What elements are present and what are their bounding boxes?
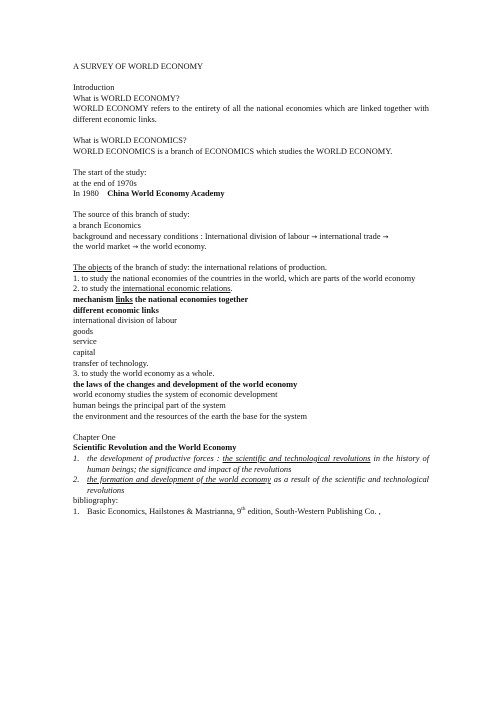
- arrow-right-icon: →: [132, 243, 139, 252]
- arrow-right-icon: →: [311, 232, 318, 241]
- objects-heading: The objects of the branch of study: the international relations of production.: [73, 263, 327, 273]
- objects-item-2: 2. to study the international economic relations.: [73, 284, 233, 294]
- system-line: world economy studies the system of economic development: [73, 390, 278, 400]
- list-item: transfer of technology.: [73, 358, 149, 368]
- start-line-1: at the end of 1970s: [73, 178, 137, 188]
- source-heading: The source of this branch of study:: [73, 210, 190, 220]
- list-item: service: [73, 337, 97, 347]
- environment-line: the environment and the resources of the earth the base for the system: [73, 411, 307, 421]
- question-world-economics: What is WORLD ECONOMICS?: [73, 136, 187, 146]
- chapter-label: Chapter One: [73, 432, 116, 442]
- question-world-economy: What is WORLD ECONOMY?: [73, 93, 180, 103]
- list-item: capital: [73, 348, 96, 358]
- bibliography-entry-1: 1. Basic Economics, Hailstones & Mastrianna, 9th edition, South-Western Publishing Co. ,: [73, 506, 381, 516]
- academy-name: China World Economy Academy: [107, 189, 225, 199]
- human-line: human beings the principal part of the system: [73, 401, 226, 410]
- answer-world-economics: WORLD ECONOMICS is a branch of ECONOMICS which studies the WORLD ECONOMY.: [73, 146, 393, 156]
- bibliography-heading: bibliography:: [73, 496, 119, 506]
- source-line-1: a branch Economics: [73, 220, 141, 230]
- source-background-line-1: background and necessary conditions : International division of labour → international trade →: [73, 231, 389, 241]
- chapter-item-2: 2. the formation and development of the world economy as a result of the scientific and technological revolutions: [73, 475, 429, 495]
- mechanism-line: mechanism links the national economies together: [73, 295, 249, 305]
- start-year: In 1980: [73, 189, 99, 199]
- objects-item-1: 1. to study the national economies of the countries in the world, which are parts of the world economy: [73, 273, 416, 283]
- chapter-item-1: 1. the development of productive forces : the scientific and technological revolutions in the history of human beings; the significance and impact of the revolutions: [73, 453, 430, 474]
- start-line-2: [73, 189, 429, 200]
- arrow-right-icon: →: [382, 232, 389, 241]
- list-item: goods: [73, 326, 94, 336]
- source-background-line-2: the world market → the world economy.: [73, 242, 207, 252]
- document-body: [73, 62, 429, 518]
- chapter-title: Scientific Revolution and the World Economy: [73, 443, 237, 453]
- objects-heading-underlined: The objects: [73, 263, 112, 273]
- intro-heading: Introduction: [73, 83, 115, 93]
- links-heading: different economic links: [73, 305, 159, 315]
- laws-line: the laws of the changes and development of the world economy: [73, 379, 298, 389]
- objects-item-3: 3. to study the world economy as a whole.: [73, 369, 215, 379]
- list-item: international division of labour: [73, 316, 177, 326]
- start-heading: The start of the study:: [73, 167, 147, 177]
- answer-world-economy: WORLD ECONOMY refers to the entirety of all the national economies which are linked together with different economic links.: [73, 104, 429, 124]
- document-title: A SURVEY OF WORLD ECONOMY: [73, 62, 204, 71]
